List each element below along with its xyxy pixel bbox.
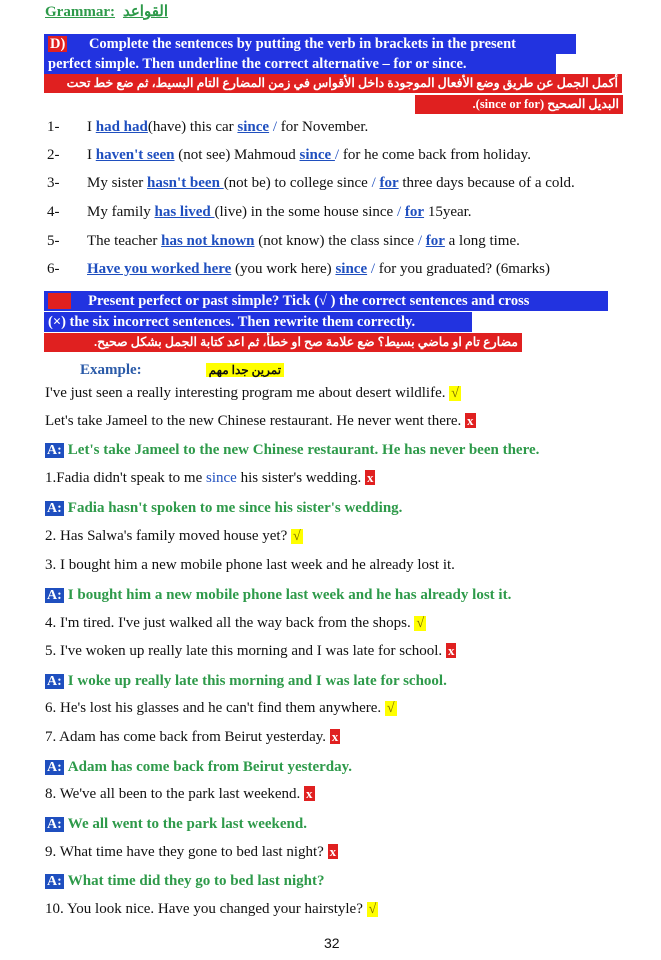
example-label: Example:: [80, 362, 142, 378]
tick-mark: √: [416, 616, 425, 631]
section-e-instruction-line1: E) Present perfect or past simple? Tick (√ ) the correct sentences and cross: [44, 291, 608, 311]
sentence-line: 5. I've woken up really late this morning and I was late for school. x: [45, 643, 455, 659]
answer-line: A: I woke up really late this morning and I was late for school.: [47, 673, 447, 689]
answer-line: A: What time did they go to bed last night?: [47, 873, 325, 889]
grammar-header: [45, 2, 168, 21]
page-number: 32: [324, 935, 340, 951]
cross-mark: x: [366, 470, 374, 485]
important-note: تمرين جدا مهم: [206, 363, 284, 377]
section-d-label: D): [50, 36, 66, 52]
tick-mark: √: [386, 701, 395, 716]
section-e-arabic-line: مضارع تام او ماضي بسيط؟ ضع علامة صح او خطأ، ثم اعد كتابة الجمل بشكل صحيح.: [44, 333, 522, 352]
cross-mark: x: [331, 729, 339, 744]
sentence-line: 3. I bought him a new mobile phone last week and he already lost it.: [45, 557, 455, 573]
answer-tag: A:: [47, 501, 62, 516]
sentence-line: 8. We've all been to the park last weekend. x: [45, 786, 313, 802]
grammar-title: Grammar:: [45, 4, 115, 20]
sentence-line: Let's take Jameel to the new Chinese restaurant. He never went there. x: [45, 413, 474, 429]
cross-mark: x: [306, 786, 313, 801]
answer-text: hasn't been: [147, 175, 224, 191]
answer-line: A: I bought him a new mobile phone last week and he has already lost it.: [47, 587, 512, 603]
sentence-line: 4. I'm tired. I've just walked all the way back from the shops. √: [45, 615, 425, 631]
sentence-line: 7. Adam has come back from Beirut yesterday. x: [45, 729, 339, 745]
sentence-line: 2. Has Salwa's family moved house yet? √: [45, 528, 301, 544]
section-d-instruction-line2: perfect simple. Then underline the correct alternative – for or since.: [44, 54, 556, 74]
answer-tag: A:: [47, 817, 62, 832]
exercise-item: 3- My sister hasn't been (not be) to college since / for three days because of a cold.: [47, 175, 575, 191]
exercise-item: 2- I haven't seen (not see) Mahmoud since / for he come back from holiday.: [47, 147, 531, 163]
answer-line: A: Fadia hasn't spoken to me since his sister's wedding.: [47, 500, 403, 516]
answer-text: Have you worked here: [87, 261, 232, 277]
exercise-item: 5- The teacher has not known (not know) the class since / for a long time.: [47, 233, 520, 249]
answer-tag: A:: [47, 443, 62, 458]
sentence-line: 9. What time have they gone to bed last night? x: [45, 844, 337, 860]
section-d-instruction-line1: D) Complete the sentences by putting the verb in brackets in the present: [44, 34, 576, 54]
cross-mark: x: [329, 844, 337, 859]
answer-tag: A:: [47, 760, 62, 775]
answer-line: A: Let's take Jameel to the new Chinese restaurant. He has never been there.: [47, 442, 540, 458]
exercise-item: 4- My family has lived (live) in the some house since / for 15year.: [47, 204, 472, 220]
section-d-arabic-line1: أكمل الجمل عن طريق وضع الأفعال الموجودة داخل الأقواس في زمن المضارع التام البسيط، ثم ضع خط تحت: [44, 74, 622, 93]
tick-mark: √: [451, 386, 459, 401]
example-row: [80, 361, 284, 379]
answer-text: had had: [95, 119, 148, 135]
exercise-item: 1- I had had(have) this car since / for November.: [47, 119, 369, 135]
answer-text: has not known: [161, 233, 255, 249]
answer-tag: A:: [47, 674, 62, 689]
sentence-line: 10. You look nice. Have you changed your hairstyle? √: [45, 901, 377, 917]
answer-line: A: Adam has come back from Beirut yesterday.: [47, 759, 353, 775]
answer-line: A: We all went to the park last weekend.: [47, 816, 307, 832]
section-d-arabic-line2: البديل الصحيح (since or for).: [415, 95, 623, 114]
sentence-line: 6. He's lost his glasses and he can't find them anywhere. √: [45, 700, 395, 716]
sentence-line: I've just seen a really interesting program me about desert wildlife. √: [45, 385, 459, 401]
section-e-label: E): [48, 293, 71, 309]
sentence-line: 1.Fadia didn't speak to me since his sister's wedding. x: [45, 470, 374, 486]
answer-text: haven't seen: [95, 147, 175, 163]
tick-mark: √: [368, 902, 377, 917]
cross-mark: x: [447, 643, 455, 658]
answer-tag: A:: [47, 874, 62, 889]
answer-tag: A:: [47, 588, 62, 603]
cross-mark: x: [467, 413, 474, 428]
tick-mark: √: [292, 529, 301, 544]
answer-text: has lived: [154, 204, 215, 220]
exercise-item: 6- Have you worked here (you work here) since / for you graduated? (6marks): [47, 261, 550, 277]
grammar-title-arabic: القواعد: [122, 4, 169, 20]
section-e-instruction-line2: (×) the six incorrect sentences. Then rewrite them correctly.: [44, 312, 472, 332]
